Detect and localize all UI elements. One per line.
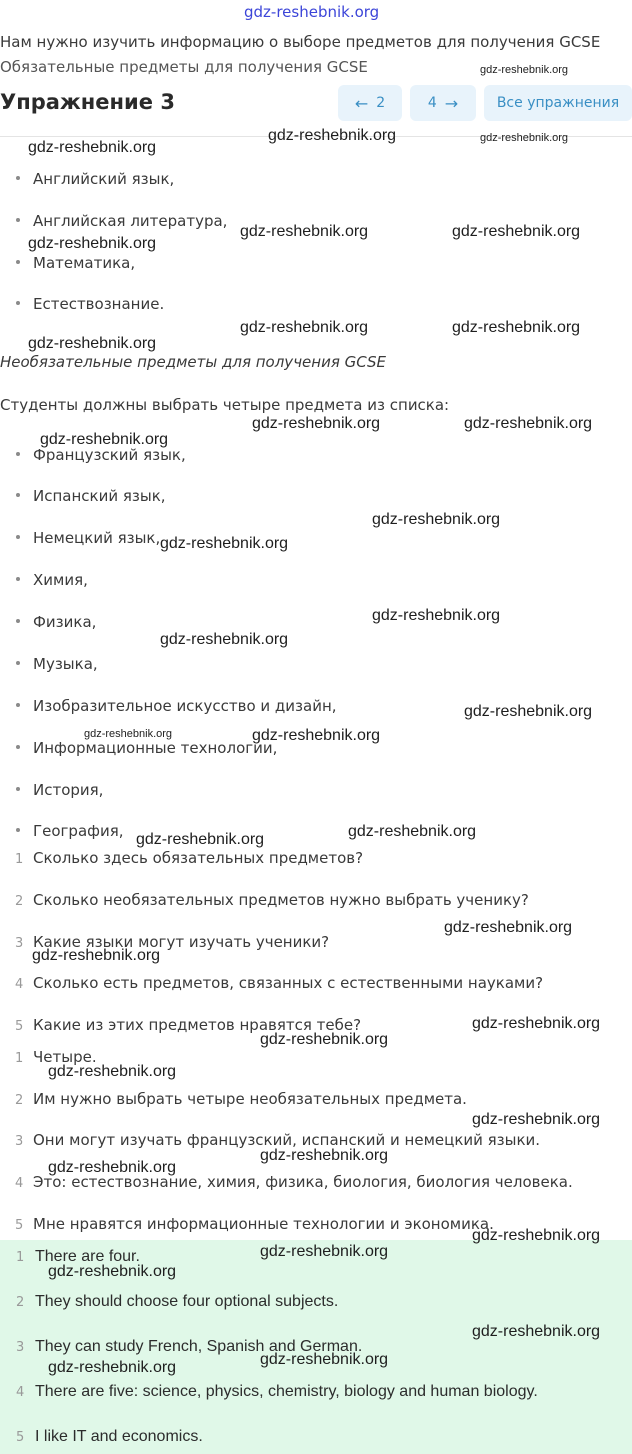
watermark: gdz-reshebnik.org [472,1227,601,1244]
prev-exercise-button[interactable] [338,85,402,121]
list-item: Физика, [16,613,96,631]
list-item: Музыка, [16,655,98,673]
bullet-icon [16,301,20,305]
all-exercises-button[interactable] [484,85,632,121]
answer-ru-item: 5 Мне нравятся информационные технологии и экономика. [15,1215,494,1233]
answer-en-item: 3 They can study French, Spanish and German. [16,1338,363,1355]
question-item: 2 Сколько необязательных предметов нужно выбрать ученику? [15,891,529,909]
watermark: gdz-reshebnik.org [452,223,581,240]
watermark: gdz-reshebnik.org [160,535,289,552]
clipped-subtitle: Обязательные предметы для получения GCSE [0,58,368,76]
answer-ru-item: 3 Они могут изучать французский, испанский и немецкий языки. [15,1131,541,1149]
prev-exercise-label: 2 [376,95,386,111]
list-item: Информационные технологии, [16,739,277,757]
optional-subjects-title: Необязательные предметы для получения GCSE [0,353,387,371]
bullet-icon [16,745,20,749]
bullet-icon [16,787,20,791]
arrow-left-icon: ← [354,93,369,113]
watermark: gdz-reshebnik.org [268,127,397,144]
page-title: Упражнение 3 [0,90,175,114]
list-item: Французский язык, [16,446,186,464]
question-item: 3 Какие языки могут изучать ученики? [15,933,330,951]
watermark: gdz-reshebnik.org [136,831,265,848]
bullet-icon [16,260,20,264]
watermark: gdz-reshebnik.org [160,631,289,648]
site-link[interactable]: gdz-reshebnik.org [244,3,380,21]
bullet-icon [16,452,20,456]
list-item: Химия, [16,571,88,589]
list-item: Английская литература, [16,212,227,230]
list-item: Естествознание. [16,295,164,313]
arrow-right-icon: → [444,93,459,113]
watermark: gdz-reshebnik.org [240,319,369,336]
students-instruction: Студенты должны выбрать четыре предмета из списка: [0,396,450,414]
watermark: gdz-reshebnik.org [260,1351,389,1368]
watermark: gdz-reshebnik.org [28,335,157,352]
bullet-icon [16,493,20,497]
watermark: gdz-reshebnik.org [372,607,501,624]
watermark: gdz-reshebnik.org [48,1359,177,1376]
watermark: gdz-reshebnik.org [48,1263,177,1280]
list-item: Математика, [16,254,135,272]
question-item: 1 Сколько здесь обязательных предметов? [15,849,364,867]
watermark: gdz-reshebnik.org [48,1159,177,1176]
bullet-icon [16,703,20,707]
answer-en-item: 1 There are four. [16,1248,140,1265]
watermark: gdz-reshebnik.org [464,415,593,432]
question-item: 5 Какие из этих предметов нравятся тебе? [15,1016,362,1034]
list-item: История, [16,781,103,799]
watermark: gdz-reshebnik.org [472,1111,601,1128]
watermark: gdz-reshebnik.org [40,431,169,448]
bullet-icon [16,577,20,581]
list-item: Изобразительное искусство и дизайн, [16,697,337,715]
answer-en-item: 4 There are five: science, physics, chemistry, biology and human biology. [16,1383,538,1400]
next-exercise-button[interactable] [410,85,476,121]
watermark: gdz-reshebnik.org [252,415,381,432]
watermark: gdz-reshebnik.org [348,823,477,840]
watermark: gdz-reshebnik.org [28,139,157,156]
list-item: Испанский язык, [16,487,166,505]
intro-text: Нам нужно изучить информацию о выборе предметов для получения GCSE [0,33,601,51]
watermark: gdz-reshebnik.org [372,511,501,528]
answer-ru-item: 2 Им нужно выбрать четыре необязательных предмета. [15,1090,467,1108]
list-item: Немецкий язык, [16,529,160,547]
watermark: gdz-reshebnik.org [28,235,157,252]
bullet-icon [16,828,20,832]
watermark: gdz-reshebnik.org [260,1243,389,1260]
watermark: gdz-reshebnik.org [472,1015,601,1032]
watermark: gdz-reshebnik.org [480,64,569,76]
watermark: gdz-reshebnik.org [240,223,369,240]
watermark: gdz-reshebnik.org [452,319,581,336]
next-exercise-label: 4 [427,95,437,111]
watermark: gdz-reshebnik.org [260,1031,389,1048]
bullet-icon [16,176,20,180]
watermark: gdz-reshebnik.org [480,132,569,144]
watermark: gdz-reshebnik.org [252,727,381,744]
watermark: gdz-reshebnik.org [464,703,593,720]
all-exercises-label: Все упражнения [496,95,620,111]
bullet-icon [16,661,20,665]
bullet-icon [16,535,20,539]
question-item: 4 Сколько есть предметов, связанных с естественными науками? [15,974,544,992]
bullet-icon [16,218,20,222]
watermark: gdz-reshebnik.org [260,1147,389,1164]
watermark: gdz-reshebnik.org [32,947,161,964]
answer-ru-item: 4 Это: естествознание, химия, физика, биология, биология человека. [15,1173,573,1191]
watermark: gdz-reshebnik.org [48,1063,177,1080]
answer-en-item: 2 They should choose four optional subjects. [16,1293,339,1310]
watermark: gdz-reshebnik.org [84,728,173,740]
list-item: Английский язык, [16,170,174,188]
list-item: География, [16,822,124,840]
bullet-icon [16,619,20,623]
answer-ru-item: 1 Четыре. [15,1048,97,1066]
watermark: gdz-reshebnik.org [444,919,573,936]
watermark: gdz-reshebnik.org [472,1323,601,1340]
answer-en-item: 5 I like IT and economics. [16,1428,203,1445]
